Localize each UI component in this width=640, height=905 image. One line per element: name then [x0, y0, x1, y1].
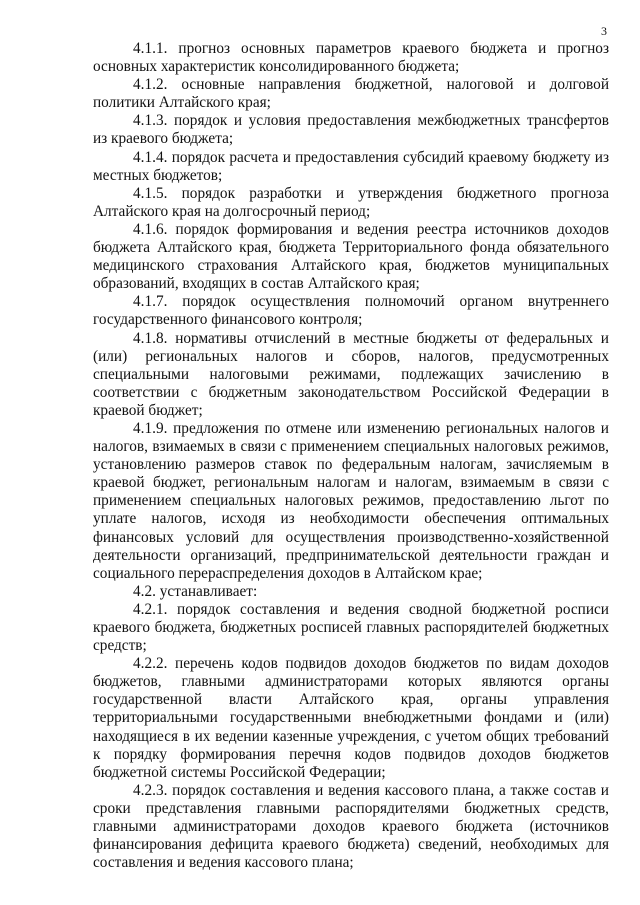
paragraph-4-2: 4.2. устанавливает:	[133, 582, 258, 600]
paragraph-4-1-6: 4.1.6. порядок формирования и ведения реестра источников доходов бюджета Алтайского края, бюджета Территориального фонда обязательного медицинского страхования Алтайского края, бюджетов муниципальных образований, входящих в состав Алтайского края;	[93, 220, 609, 293]
paragraph-4-1-2: 4.1.2. основные направления бюджетной, налоговой и долговой политики Алтайского края;	[93, 76, 609, 112]
paragraph-4-2-3: 4.2.3. порядок составления и ведения кассового плана, а также состав и сроки представления главными распорядителями бюджетных средств, главными администраторами доходов краевого бюджета (источников финансирования дефицита краевого бюджета) сведений, необходимых для составления и ведения кассового плана;	[93, 781, 609, 872]
page-number: 3	[601, 24, 607, 38]
paragraph-4-1-5: 4.1.5. порядок разработки и утверждения бюджетного прогноза Алтайского края на долгосрочный период;	[93, 184, 609, 220]
paragraph-4-1-3: 4.1.3. порядок и условия предоставления межбюджетных трансфертов из краевого бюджета;	[93, 112, 609, 148]
paragraph-4-2-1: 4.2.1. порядок составления и ведения сводной бюджетной росписи краевого бюджета, бюджетных росписей главных распорядителей бюджетных средств;	[93, 600, 609, 655]
paragraph-4-1-4: 4.1.4. порядок расчета и предоставления субсидий краевому бюджету из местных бюджетов;	[93, 148, 609, 184]
paragraph-4-1-7: 4.1.7. порядок осуществления полномочий органом внутреннего государственного финансового контроля;	[93, 293, 609, 329]
paragraph-4-1-8: 4.1.8. нормативы отчислений в местные бюджеты от федеральных и (или) региональных налогов и сборов, налогов, предусмотренных специальными налоговыми режимами, подлежащих зачислению в соответствии с бюджетным законодательством Российской Федерации в краевой бюджет;	[93, 329, 609, 419]
paragraph-4-1-9: 4.1.9. предложения по отмене или изменению региональных налогов и налогов, взимаемых в связи с применением специальных налоговых режимов, установлению размеров ставок по федеральным налогам, зачисляемым в краевой бюджет, региональным налогам и налогам, взимаемым в связи с применением специальных налоговых режимов, предоставлению льгот по уплате налогов, исходя из необходимости обеспечения оптимальных финансовых условий для осуществления производственно-хозяйственной деятельности организаций, предпринимательской деятельности граждан и социального перераспределения доходов в Алтайском крае;	[93, 419, 609, 582]
paragraph-4-1-1: 4.1.1. прогноз основных параметров краевого бюджета и прогноз основных характеристик консолидированного бюджета;	[93, 40, 609, 76]
paragraph-4-2-2: 4.2.2. перечень кодов подвидов доходов бюджетов по видам доходов бюджетов, главными администраторами которых являются органы государственной власти Алтайского края, органы управления территориальными государственными внебюджетными фондами и (или) находящиеся в их ведении казенные учреждения, с учетом общих требований к порядку формирования перечня кодов подвидов доходов бюджетов бюджетной системы Российской Федерации;	[93, 655, 609, 781]
document-body	[93, 40, 609, 872]
